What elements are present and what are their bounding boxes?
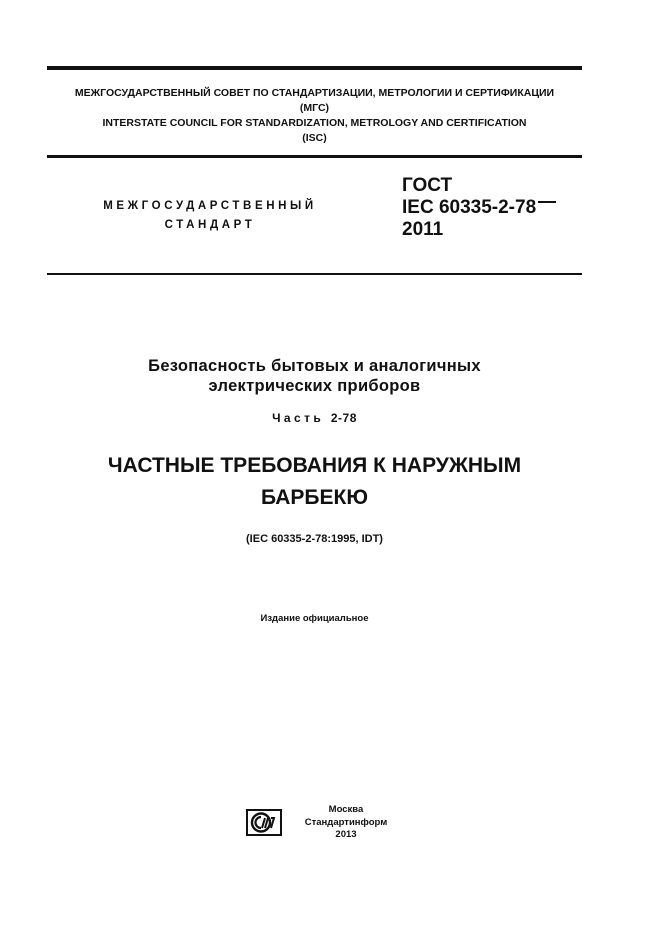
council-ru-name: МЕЖГОСУДАРСТВЕННЫЙ СОВЕТ ПО СТАНДАРТИЗАЦИИ, МЕТРОЛОГИИ И СЕРТИФИКАЦИИ	[74, 87, 555, 99]
gost-number: IEC 60335-2-78	[402, 197, 537, 218]
publisher-city: Москва	[328, 804, 364, 815]
publication-year: 2013	[335, 829, 357, 840]
part-designation	[47, 411, 582, 425]
top-rule	[47, 66, 582, 70]
part-label: Часть	[272, 411, 325, 425]
interstate-standard-label	[60, 197, 360, 235]
standartinform-logo-icon	[246, 809, 282, 836]
interstate-line1: МЕЖГОСУДАРСТВЕННЫЙ	[103, 200, 317, 212]
middle-rule	[47, 155, 582, 158]
interstate-line2: СТАНДАРТ	[164, 219, 256, 231]
council-header	[47, 86, 582, 146]
iec-reference: (IEC 60335-2-78:1995, IDT)	[246, 533, 383, 545]
main-title-line1: ЧАСТНЫЕ ТРЕБОВАНИЯ К НАРУЖНЫМ	[107, 454, 522, 477]
gost-label: ГОСТ	[402, 175, 453, 196]
gost-designation	[402, 175, 556, 241]
lower-rule	[47, 273, 582, 275]
document-title	[47, 356, 582, 396]
gost-dash	[538, 201, 556, 203]
gost-year: 2011	[402, 219, 444, 240]
official-edition-label: Издание официальное	[260, 613, 369, 624]
main-title	[47, 450, 582, 514]
title-line2: электрических приборов	[208, 377, 421, 395]
part-number: 2-78	[330, 411, 357, 425]
council-en-abbr: (ISC)	[302, 132, 327, 144]
main-title-line2: БАРБЕКЮ	[260, 486, 369, 509]
publisher-info	[296, 804, 396, 842]
council-en-name: INTERSTATE COUNCIL FOR STANDARDIZATION, METROLOGY AND CERTIFICATION	[102, 117, 527, 129]
publisher-name: Стандартинформ	[304, 816, 388, 828]
council-ru-abbr: (МГС)	[299, 102, 330, 114]
title-line1: Безопасность бытовых и аналогичных	[148, 357, 481, 375]
